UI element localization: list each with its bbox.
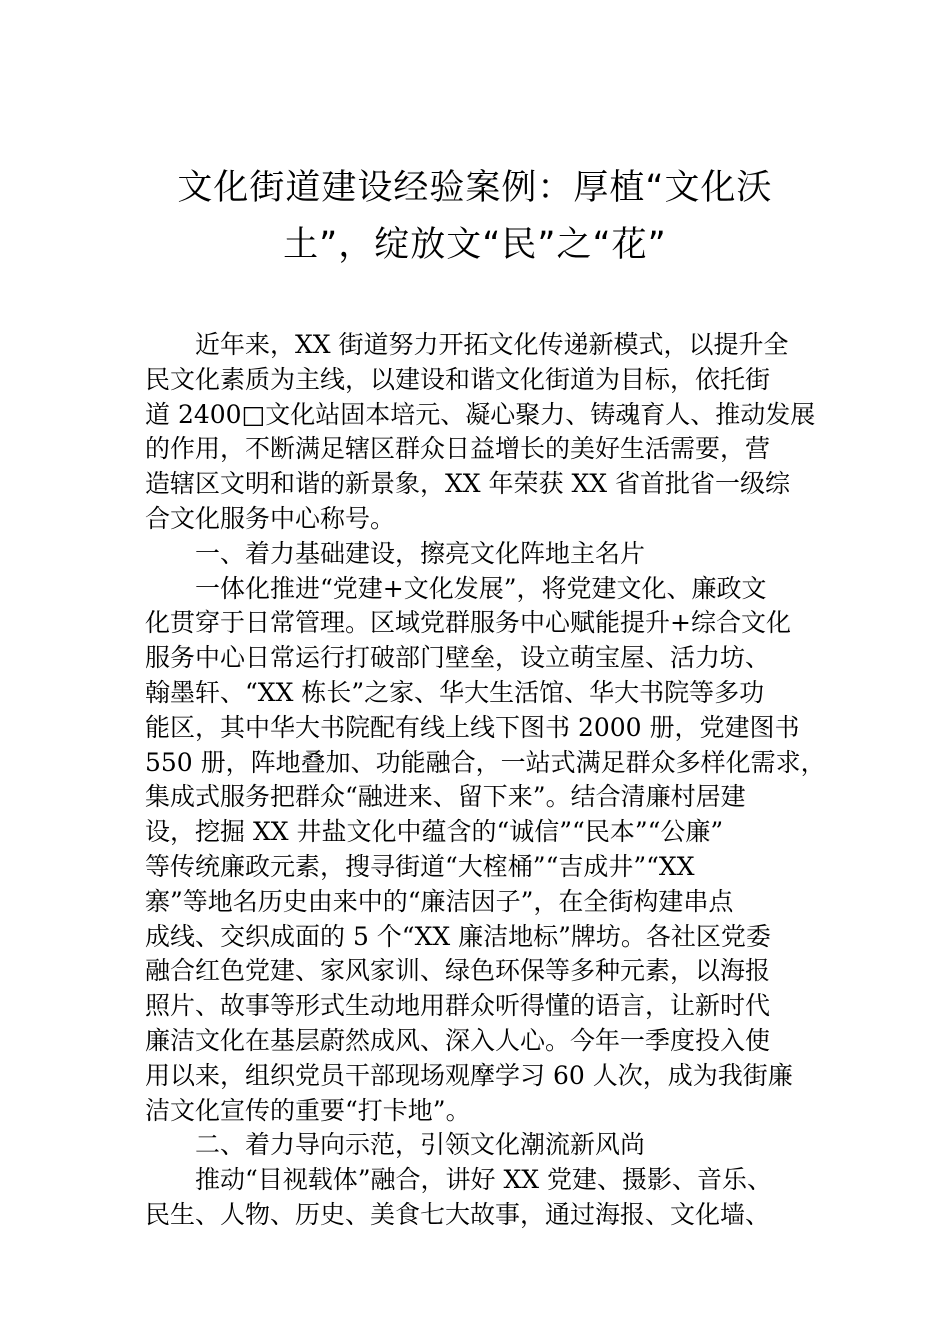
paragraph-line: 道 2400□文化站固本培元、凝心聚力、铸魂育人、推动发展	[145, 399, 816, 429]
paragraph-line: 翰墨轩、“XX 栋长”之家、华大生活馆、华大书院等多功	[145, 677, 765, 707]
paragraph-line: 一体化推进“党建+文化发展”，将党建文化、廉政文	[195, 573, 767, 603]
paragraph-line: 寨”等地名历史由来中的“廉洁因子”，在全街构建串点	[145, 886, 734, 916]
paragraph-line: 550 册，阵地叠加、功能融合，一站式满足群众多样化需求，	[145, 747, 826, 777]
paragraph-line: 化贯穿于日常管理。区域党群服务中心赋能提升+综合文化	[145, 608, 791, 638]
document-title	[100, 160, 850, 274]
paragraph-line: 的作用，不断满足辖区群众日益增长的美好生活需要，营	[145, 434, 771, 464]
paragraph-line: 成线、交织成面的 5 个“XX 廉洁地标”牌坊。各社区党委	[145, 921, 771, 951]
paragraph-line: 近年来，XX 街道努力开拓文化传递新模式，以提升全	[195, 330, 789, 359]
paragraph-line: 洁文化宣传的重要“打卡地”。	[145, 1095, 471, 1125]
paragraph-line: 服务中心日常运行打破部门壁垒，设立萌宝屋、活力坊、	[145, 643, 771, 673]
paragraph-line: 廉洁文化在基层蔚然成风、深入人心。今年一季度投入使	[145, 1025, 771, 1055]
title-line: 文化街道建设经验案例：厚植“文化沃	[177, 168, 773, 208]
section-heading: 二、着力导向示范，引领文化潮流新风尚	[195, 1130, 646, 1160]
paragraph-line: 民生、人物、历史、美食七大故事，通过海报、文化墙、	[145, 1199, 771, 1229]
paragraph-line: 能区，其中华大书院配有线上线下图书 2000 册，党建图书	[145, 712, 800, 742]
paragraph-line: 用以来，组织党员干部现场观摩学习 60 人次，成为我街廉	[145, 1060, 793, 1090]
paragraph-line: 等传统廉政元素，搜寻街道“大榁桶”“吉成井”“XX	[145, 851, 695, 881]
paragraph-line: 造辖区文明和谐的新景象，XX 年荣获 XX 省首批省一级综	[145, 469, 791, 499]
paragraph-line: 设，挖掘 XX 井盐文化中蕴含的“诚信”“民本”“公廉”	[145, 817, 724, 847]
document-body	[145, 328, 826, 1233]
paragraph-line: 合文化服务中心称号。	[145, 503, 396, 533]
paragraph-line: 融合红色党建、家风家训、绿色环保等多种元素，以海报	[145, 956, 771, 986]
paragraph-line: 推动“目视载体”融合，讲好 XX 党建、摄影、音乐、	[195, 1165, 773, 1195]
paragraph-line: 集成式服务把群众“融进来、留下来”。结合清廉村居建	[145, 782, 746, 812]
title-line: 土”，绽放文“民”之“花”	[283, 225, 667, 265]
paragraph-line: 民文化素质为主线，以建设和谐文化街道为目标，依托街	[145, 364, 771, 394]
section-heading: 一、着力基础建设，擦亮文化阵地主名片	[195, 538, 646, 568]
paragraph-line: 照片、故事等形式生动地用群众听得懂的语言，让新时代	[145, 991, 771, 1021]
